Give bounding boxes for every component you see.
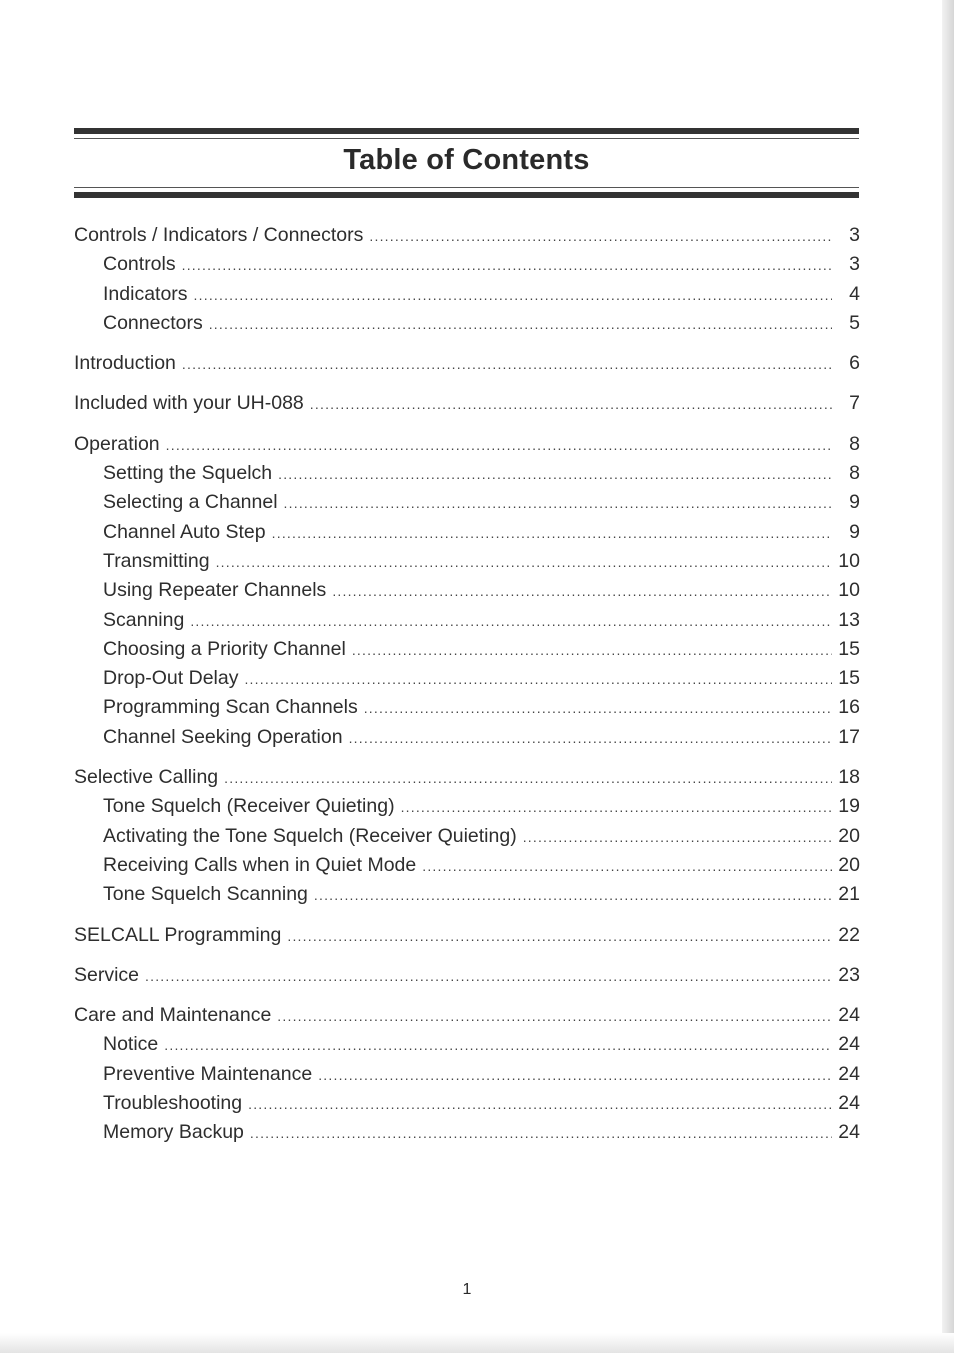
toc-entry-page-number: 22: [838, 923, 860, 946]
toc-subentry[interactable]: [74, 491, 860, 520]
toc-subentry[interactable]: [74, 283, 860, 312]
toc-subentry[interactable]: [74, 462, 860, 491]
toc-entry-page-number: 24: [838, 1004, 860, 1027]
toc-entry-page-number: 21: [838, 883, 860, 906]
toc-entry-page-number: 3: [849, 224, 860, 246]
toc-subentry[interactable]: [74, 1121, 860, 1150]
toc-entry[interactable]: [74, 224, 860, 253]
toc-entry-page-number: 15: [838, 637, 860, 660]
toc-entry-page-number: 20: [838, 853, 860, 876]
toc-section: [74, 352, 860, 381]
toc-entry-page-number: 23: [838, 963, 860, 986]
toc-dot-leader: [272, 525, 832, 541]
toc-dot-leader: [164, 1037, 832, 1053]
toc-entry-label: Indicators: [103, 282, 188, 305]
toc-entry[interactable]: [74, 1004, 860, 1033]
toc-subentry[interactable]: [74, 726, 860, 755]
toc-entry[interactable]: [74, 766, 860, 795]
toc-entry-page-number: 16: [838, 696, 860, 719]
toc-dot-leader: [248, 1096, 832, 1112]
toc-entry-page-number: 4: [849, 282, 860, 305]
toc-entry-label: Scanning: [103, 608, 185, 631]
toc-dot-leader: [224, 770, 832, 786]
toc-entry-label: Programming Scan Channels: [103, 696, 358, 719]
toc-entry-label: Transmitting: [103, 549, 210, 572]
toc-dot-leader: [332, 583, 832, 599]
toc-entry-label: Preventive Maintenance: [103, 1062, 313, 1085]
toc-dot-leader: [244, 671, 832, 687]
toc-entry[interactable]: [74, 392, 860, 421]
toc-entry-label: Selective Calling: [74, 766, 219, 789]
toc-entry-page-number: 7: [849, 392, 860, 415]
toc-subentry[interactable]: [74, 253, 860, 282]
toc-dot-leader: [369, 228, 832, 244]
toc-entry-label: Receiving Calls when in Quiet Mode: [103, 853, 417, 876]
toc-entry-page-number: 9: [849, 520, 860, 543]
toc-section: [74, 766, 860, 912]
toc-entry-page-number: 24: [838, 1121, 860, 1144]
toc-dot-leader: [523, 829, 832, 845]
toc-dot-leader: [352, 642, 832, 658]
toc-dot-leader: [182, 356, 832, 372]
toc-subentry[interactable]: [74, 883, 860, 912]
toc-dot-leader: [284, 495, 832, 511]
toc-dot-leader: [318, 1067, 832, 1083]
toc-entry-label: Introduction: [74, 352, 176, 375]
toc-subentry[interactable]: [74, 1063, 860, 1092]
toc-dot-leader: [287, 928, 832, 944]
toc-subentry[interactable]: [74, 609, 860, 638]
toc-entry-page-number: 19: [838, 795, 860, 818]
toc-entry-label: Selecting a Channel: [103, 491, 278, 514]
toc-dot-leader: [401, 799, 832, 815]
toc-dot-leader: [277, 1008, 832, 1024]
toc-entry[interactable]: [74, 964, 860, 993]
toc-entry-label: Setting the Squelch: [103, 462, 273, 485]
toc-entry-page-number: 24: [838, 1092, 860, 1115]
title-bottom-rule-thin: [74, 187, 859, 188]
toc-dot-leader: [349, 730, 832, 746]
toc-entry-label: Notice: [103, 1033, 159, 1056]
toc-subentry[interactable]: [74, 312, 860, 341]
toc-entry-label: Care and Maintenance: [74, 1004, 272, 1027]
page-title: Table of Contents: [343, 144, 590, 176]
toc-dot-leader: [364, 700, 832, 716]
toc-subentry[interactable]: [74, 825, 860, 854]
title-bottom-rule-thick: [74, 192, 859, 198]
toc-entry-page-number: 24: [838, 1062, 860, 1085]
toc-entry-page-number: 5: [849, 311, 860, 334]
toc-entry-label: Choosing a Priority Channel: [103, 637, 346, 660]
toc-entry-page-number: 9: [849, 491, 860, 514]
toc-dot-leader: [182, 257, 832, 273]
toc-entry-page-number: 8: [849, 432, 860, 455]
toc-entry-page-number: 8: [849, 462, 860, 485]
toc-entry-page-number: 20: [838, 824, 860, 847]
toc-entry-page-number: 10: [838, 549, 860, 572]
toc-subentry[interactable]: [74, 696, 860, 725]
toc-subentry[interactable]: [74, 1033, 860, 1062]
toc-subentry[interactable]: [74, 1092, 860, 1121]
toc-subentry[interactable]: [74, 854, 860, 883]
toc-section: [74, 224, 860, 341]
toc-entry-label: Service: [74, 963, 140, 986]
toc-entry-page-number: 13: [838, 608, 860, 631]
toc-entry-label: Connectors: [103, 311, 203, 334]
title-top-rule-thin: [74, 138, 859, 139]
toc-entry-page-number: 6: [849, 352, 860, 375]
toc-entry-label: Controls: [103, 253, 176, 276]
toc-entry-label: Drop-Out Delay: [103, 667, 239, 690]
toc-dot-leader: [194, 287, 832, 303]
toc-entry-label: Activating the Tone Squelch (Receiver Quieting): [103, 824, 517, 847]
toc-entry-label: Memory Backup: [103, 1121, 244, 1144]
page-right-edge-shadow: [942, 0, 954, 1353]
toc-entry[interactable]: [74, 433, 860, 462]
toc-dot-leader: [216, 554, 832, 570]
toc-subentry[interactable]: [74, 579, 860, 608]
toc-entry-page-number: 17: [838, 725, 860, 748]
title-top-rule-thick: [74, 128, 859, 134]
toc-dot-leader: [314, 887, 832, 903]
toc-dot-leader: [310, 396, 832, 412]
toc-dot-leader: [422, 858, 832, 874]
toc-entry-label: Included with your UH-088: [74, 392, 304, 415]
toc-section: [74, 924, 860, 953]
toc-entry-label: Channel Seeking Operation: [103, 725, 343, 748]
toc-entry[interactable]: [74, 352, 860, 381]
toc-dot-leader: [190, 613, 832, 629]
toc-subentry[interactable]: [74, 521, 860, 550]
toc-entry-label: Tone Squelch (Receiver Quieting): [103, 795, 395, 818]
toc-dot-leader: [278, 466, 832, 482]
toc-section: [74, 392, 860, 421]
toc-entry-label: Channel Auto Step: [103, 520, 266, 543]
toc-entry-label: Operation: [74, 432, 160, 455]
page-bottom-edge-shadow: [0, 1333, 954, 1353]
toc-entry-label: SELCALL Programming: [74, 923, 282, 946]
toc-subentry[interactable]: [74, 667, 860, 696]
toc-subentry[interactable]: [74, 638, 860, 667]
toc-section: [74, 433, 860, 755]
table-of-contents: [74, 224, 860, 1162]
toc-entry-page-number: 3: [849, 253, 860, 276]
page-number: 1: [462, 1281, 472, 1298]
toc-entry-label: Tone Squelch Scanning: [103, 883, 308, 906]
toc-section: [74, 1004, 860, 1150]
toc-subentry[interactable]: [74, 550, 860, 579]
toc-entry-page-number: 24: [838, 1033, 860, 1056]
toc-entry-label: Using Repeater Channels: [103, 579, 327, 602]
toc-dot-leader: [166, 437, 832, 453]
toc-entry[interactable]: [74, 924, 860, 953]
toc-entry-label: Troubleshooting: [103, 1092, 243, 1115]
toc-dot-leader: [209, 316, 832, 332]
toc-section: [74, 964, 860, 993]
toc-entry-page-number: 15: [838, 667, 860, 690]
toc-entry-page-number: 18: [838, 766, 860, 789]
toc-subentry[interactable]: [74, 795, 860, 824]
toc-entry-label: Controls / Indicators / Connectors: [74, 224, 364, 246]
toc-dot-leader: [145, 968, 832, 984]
toc-entry-page-number: 10: [838, 579, 860, 602]
toc-dot-leader: [250, 1125, 832, 1141]
